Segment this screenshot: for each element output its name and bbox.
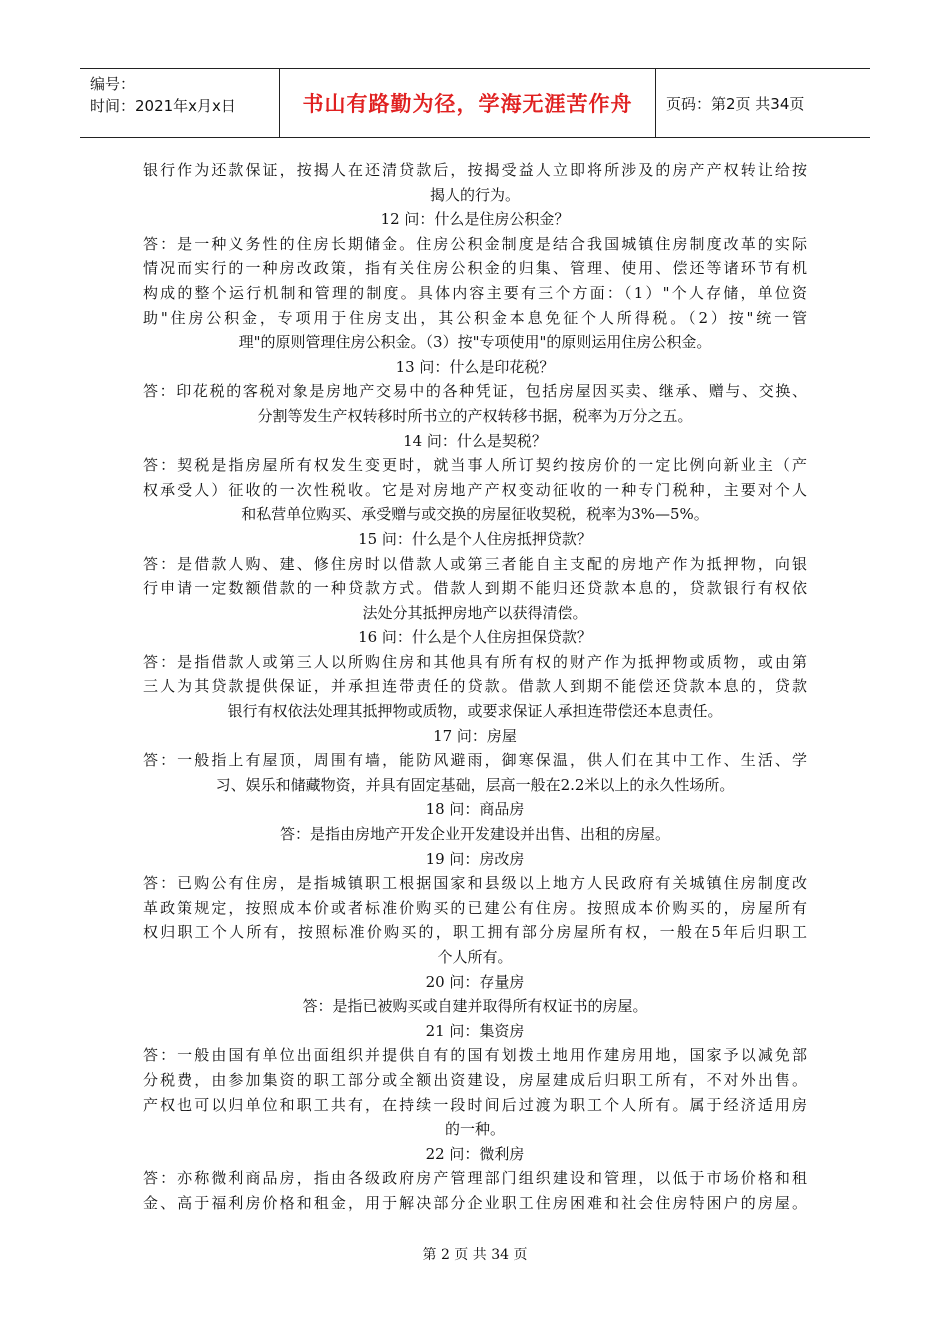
text-line: 答：是一种义务性的住房长期储金。住房公积金制度是结合我国城镇住房制度改革的实际 — [143, 234, 807, 253]
text-line: 产权也可以归单位和职工共有，在持续一段时间后过渡为职工个人所有。属于经济适用房 — [143, 1095, 807, 1114]
text-line: 答：是指已被购买或自建并取得所有权证书的房屋。 — [302, 997, 648, 1016]
page-footer: 第 2 页 共 34 页 — [422, 1247, 528, 1263]
text-line: 答：一般指上有屋顶，周围有墙，能防风避雨，御寒保温，供人们在其中工作、生活、学 — [143, 751, 807, 770]
document-body — [143, 158, 807, 1216]
text-line: 分税费，由参加集资的职工部分或全额出资建设，房屋建成后归职工所有，不对外出售。 — [143, 1070, 807, 1089]
page-header — [80, 68, 870, 138]
text-line: 银行有权依法处理其抵押物或质物，或要求保证人承担连带偿还本息责任。 — [227, 702, 723, 721]
text-line: 12 问：什么是住房公积金？ — [380, 210, 570, 229]
text-line: 15 问：什么是个人住房抵押贷款？ — [358, 529, 592, 548]
text-line: 答：是指借款人或第三人以所购住房和其他具有所有权的财产作为抵押物或质物，或由第 — [143, 652, 807, 671]
text-line: 习、娱乐和储藏物资，并具有固定基础，层高一般在2.2米以上的永久性场所。 — [215, 775, 735, 794]
header-motto: 书山有路勤为径，学海无涯苦作舟 — [280, 69, 656, 137]
text-line: 理"的原则管理住房公积金。（3）按"专项使用"的原则运用住房公积金。 — [238, 333, 712, 352]
text-line: 革政策规定，按照成本价或者标准价购买的已建公有住房。按照成本价购买的，房屋所有 — [143, 898, 807, 917]
text-line: 助"住房公积金，专项用于住房支出，其公积金本息免征个人所得税。（2）按"统一管 — [143, 308, 807, 327]
text-line: 答：一般由国有单位出面组织并提供自有的国有划拨土地用作建房用地，国家予以减免部 — [143, 1046, 807, 1065]
text-line: 银行作为还款保证，按揭人在还清贷款后，按揭受益人立即将所涉及的房产产权转让给按 — [143, 161, 807, 179]
text-line: 法处分其抵押房地产以获得清偿。 — [362, 603, 588, 622]
text-line: 答：已购公有住房，是指城镇职工根据国家和县级以上地方人民政府有关城镇住房制度改 — [143, 874, 807, 893]
text-line: 20 问：存量房 — [425, 972, 525, 991]
text-line: 揭人的行为。 — [429, 185, 520, 204]
text-line: 行申请一定数额借款的一种贷款方式。借款人到期不能归还贷款本息的，贷款银行有权依 — [143, 579, 807, 598]
text-line: 权承受人）征收的一次性税收。它是对房地产产权变动征收的一种专门税种，主要对个人 — [143, 480, 807, 499]
text-line: 18 问：商品房 — [425, 800, 525, 819]
text-line: 19 问：房改房 — [425, 849, 525, 868]
text-line: 14 问：什么是契税？ — [403, 431, 547, 450]
document-date: 时间：2021年x月x日 — [90, 97, 236, 115]
text-line: 金、高于福利房价格和租金，用于解决部分企业职工住房困难和社会住房特困户的房屋。 — [143, 1193, 807, 1212]
text-line: 21 问：集资房 — [425, 1021, 525, 1040]
text-line: 17 问：房屋 — [433, 726, 517, 745]
document-number: 编号： — [90, 75, 136, 93]
text-line: 构成的整个运行机制和管理的制度。具体内容主要有三个方面：（1）"个人存储，单位资 — [143, 283, 807, 302]
text-line: 个人所有。 — [437, 948, 513, 966]
text-line: 三人为其贷款提供保证，并承担连带责任的贷款。借款人到期不能偿还贷款本息的，贷款 — [143, 677, 807, 696]
text-line: 情况而实行的一种房改政策，指有关住房公积金的归集、管理、使用、偿还等诸环节有机 — [143, 259, 807, 278]
text-line: 13 问：什么是印花税？ — [395, 357, 555, 376]
text-line: 答：契税是指房屋所有权发生变更时，就当事人所订契约按房价的一定比例向新业主（产 — [143, 456, 807, 475]
header-page-number: 页码：第2页 共34页 — [666, 94, 805, 113]
text-line: 权归职工个人所有，按照标准价购买的，职工拥有部分房屋所有权，一般在5年后归职工 — [143, 923, 807, 942]
text-line: 答：是借款人购、建、修住房时以借款人或第三者能自主支配的房地产作为抵押物，向银 — [143, 554, 807, 573]
text-line: 答：印花税的客税对象是房地产交易中的各种凭证，包括房屋因买卖、继承、赠与、交换、 — [143, 382, 807, 401]
header-meta — [80, 69, 280, 137]
text-line: 和私营单位购买、承受赠与或交换的房屋征收契税，税率为3%—5%。 — [241, 505, 709, 524]
text-line: 的一种。 — [444, 1120, 505, 1139]
text-line: 分割等发生产权转移时所书立的产权转移书据，税率为万分之五。 — [257, 406, 693, 425]
text-line: 答：是指由房地产开发企业开发建设并出售、出租的房屋。 — [279, 825, 670, 844]
text-line: 22 问：微利房 — [425, 1144, 525, 1163]
text-line: 答：亦称微利商品房，指由各级政府房产管理部门组织建设和管理，以低于市场价格和租 — [143, 1169, 807, 1188]
text-line: 16 问：什么是个人住房担保贷款？ — [358, 628, 592, 647]
